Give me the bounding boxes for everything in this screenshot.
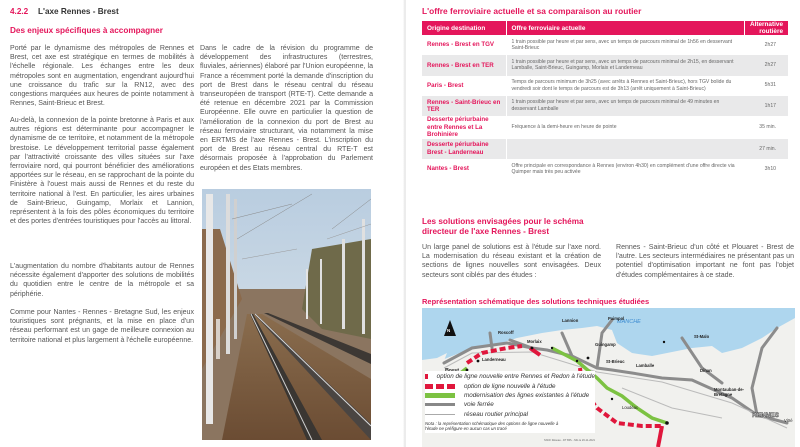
legend-swatch-red-solid	[425, 374, 428, 379]
table-row	[422, 35, 788, 55]
cell-origin: Rennes - Saint-Brieuc en TER	[422, 96, 506, 116]
cell-offer: 1 train possible par heure et par sens, avec un temps de parcours minimal de 49 minutes en desservant Lamballe	[506, 96, 744, 116]
rail-offer-table	[422, 21, 788, 179]
cell-road: 3h10	[764, 165, 776, 172]
legend-item	[425, 391, 595, 400]
legend-swatch-green	[425, 393, 455, 398]
legend-swatch-rail	[425, 403, 455, 406]
cell-offer: 1 train possible par heure et par sens, avec un temps de parcours minimal de 1h56 en desservant Saint-Brieuc	[511, 38, 733, 52]
cell-road: 27 min.	[744, 139, 788, 159]
table-header-row	[422, 21, 788, 35]
table-title: L'offre ferroviaire actuelle et sa comparaison au routier	[422, 6, 642, 16]
cell-offer: 1 train possible par heure et par sens, avec un temps de parcours minimal de 2h15, en desservant Lamballe, Saint-Brieuc, Guingamp, Morlaix et Landerneau	[506, 55, 744, 75]
cell-origin: Nantes - Brest	[422, 159, 506, 179]
cell-origin: Desserte périurbaine entre Rennes et La Brohinière	[422, 116, 506, 139]
table-row	[422, 96, 788, 116]
city-label-guingamp: Guingamp	[595, 342, 616, 347]
legend-swatch-red-dashed	[425, 384, 455, 389]
solutions-paragraph-2: Rennes - Saint-Brieuc d'un côté et Plouaret - Brest de l'autre. Les secteurs intermédiaires ne présentant pas un potentiel d'optimisation important ne font pas l'objet d'études complémentaires à ce stade.	[616, 244, 794, 279]
legend-item	[425, 400, 595, 409]
cell-origin: Rennes - Brest en TER	[422, 55, 506, 75]
city-label-paimpol: Paimpol	[608, 316, 625, 321]
solutions-title	[422, 217, 584, 237]
section-number: 4.2.2	[10, 7, 29, 16]
cell-road: 1h17	[744, 96, 788, 116]
city-label-montauban: Montauban-de-Bretagne	[714, 387, 745, 397]
subtitle: Des enjeux spécifiques à accompagner	[10, 26, 163, 35]
legend-item	[425, 410, 595, 419]
legend-label: réseau routier principal	[464, 410, 529, 418]
railway-photo	[202, 189, 371, 440]
city-label-vitre: Vitré	[784, 418, 793, 423]
map-credit: SNCF Réseau - DT BPL - MG le 26-11-2021	[544, 439, 595, 442]
paragraph-2: Au-delà, la connexion de la pointe bretonne à Paris et aux autres régions est déterminante pour accompagner le dynamisme de ce territoire, et notamment de la métropole brestoise. Le développement territorial passe également par l'attractivité croissante des villes situées sur l'axe ferroviaire nord, qui pourront bénéficier des améliorations apportées sur le réseau, en se rapprochant de la pointe du Finistère à l'ouest mais aussi de Rennes et du reste du territoire national à l'est. En particulier, les aires urbaines de Saint-Brieuc, Guingamp, Morlaix et Lannion, représentent à la fois des pôles économiques du territoire et des portes d'entrées touristiques pour l'accès au littoral.	[10, 117, 194, 226]
cell-origin: Paris - Brest	[422, 76, 506, 96]
city-label-lannion: Lannion	[562, 318, 579, 323]
section-title: L'axe Rennes - Brest	[38, 7, 119, 16]
solutions-title-line1: Les solutions envisagées pour le schéma	[422, 217, 584, 226]
solutions-paragraph-1: Un large panel de solutions est à l'étude sur l'axe nord. La modernisation du réseau existant et la création de sections de lignes nouvelles sont envisagées. Deux secteurs sont ciblés par des études :	[422, 244, 601, 279]
map-legend	[425, 371, 595, 433]
right-page	[406, 0, 800, 447]
legend-item	[425, 381, 595, 390]
city-label-morlaix: Morlaix	[527, 339, 542, 344]
schematic-map	[422, 308, 795, 447]
sea-label: MANCHE	[617, 319, 641, 325]
cell-road: 2h27	[744, 55, 788, 75]
legend-label: modernisation des lignes existantes à l'étude	[464, 391, 590, 399]
legend-label: voie ferrée	[464, 401, 494, 409]
header-offer: Offre ferroviaire actuelle	[506, 21, 744, 35]
cell-offer: Fréquence à la demi-heure en heure de pointe	[511, 124, 617, 131]
legend-label: option de ligne nouvelle à l'étude	[464, 382, 556, 390]
cell-offer: Offre principale en correspondance à Rennes (environ 4h30) en complément d'une offre directe via Quimper mais très peu activée	[511, 162, 735, 176]
city-label-dinan: Dinan	[700, 368, 712, 373]
map-note: Nota : la représentation schématique des options de ligne nouvelle à l'étude ne préfigure en aucun cas un tracé	[425, 420, 559, 432]
north-arrow-label: N	[447, 328, 451, 333]
cell-road: 35 min.	[759, 124, 776, 131]
paragraph-1: Porté par le dynamisme des métropoles de Rennes et Brest, cet axe est stratégique en termes de mobilités à l'échelle régionale. Les échanges entre les deux métropoles sont en augmentation, engendrant aujourd'hui une croissance du trafic sur la RN12, avec des congestions marquées aux heures de pointe notamment à Rennes, Saint-Brieuc et Brest.	[10, 45, 194, 108]
cell-road: 5h31	[764, 82, 776, 89]
legend-label: option de ligne nouvelle entre Rennes et Redon à l'étude	[436, 373, 595, 381]
table-row	[422, 139, 788, 159]
cell-origin: Rennes - Brest en TGV	[422, 35, 506, 55]
city-label-landerneau: Landerneau	[482, 357, 506, 362]
table-row	[422, 159, 788, 179]
cell-offer: Temps de parcours minimum de 3h25 (avec arrêts à Rennes et Saint-Brieuc), hors TGV bolide du vendredi soir dont le temps de parcours est de 3h13 (arrêt uniquement à Saint-Brieuc)	[511, 79, 732, 92]
city-label-lamballe: Lamballe	[636, 363, 655, 368]
solutions-title-line2: directeur de l'axe Rennes - Brest	[422, 227, 550, 236]
paragraph-3: L'augmentation du nombre d'habitants autour de Rennes nécessite également d'apporter des solutions de mobilités du quotidien entre le centre de la métropole et sa périphérie.	[10, 263, 194, 298]
legend-swatch-road	[425, 414, 455, 415]
city-label-rennes: RENNES	[752, 412, 780, 419]
legend-item	[425, 372, 595, 381]
city-label-st-malo: St-Malo	[694, 334, 710, 339]
table-row	[422, 116, 788, 139]
railway-tracks-image	[202, 189, 371, 440]
map-title: Représentation schématique des solutions techniques étudiées	[422, 297, 650, 306]
cell-offer	[506, 139, 744, 159]
table-row	[422, 76, 788, 96]
header-road: Alternative routière	[744, 21, 788, 35]
paragraph-4: Comme pour Nantes - Rennes - Bretagne Sud, les enjeux touristiques sont prégnants, et la mise en place d'un réseau performant est un gage de meilleure connexion au territoire national et plus largement à l'échelle européenne.	[10, 309, 194, 344]
cell-origin: Desserte périurbaine Brest - Landerneau	[422, 139, 506, 159]
city-label-roscoff: Roscoff	[498, 330, 514, 335]
paragraph-col2: Dans le cadre de la révision du programme de développement des infrastructures (terrestres, fluviales, aériennes) élaboré par l'Union européenne, la France a récemment porté la demande d'inscription du port de Brest dans le réseau central du réseau transeuropéen de transport (RTE-T). Cette demande a été retenue en décembre 2021 par la Commission Européenne. Elle ouvre en particulier la question de l'amélioration de la connexion du port de Brest au réseau ferroviaire structurant, via notamment la mise en ERTMS de l'axe Rennes - Brest. L'inscription du port de Brest au réseau central du RTE-T est désormais proposée à l'approbation du Parlement européen et des Etats membres.	[200, 45, 373, 172]
cell-road: 2h27	[764, 41, 776, 48]
city-label-st-brieuc: St-Brieuc	[606, 359, 625, 364]
table-row	[422, 55, 788, 75]
city-label-loudeac: Loudéac	[622, 405, 639, 410]
header-origin: Origine destination	[422, 21, 506, 35]
